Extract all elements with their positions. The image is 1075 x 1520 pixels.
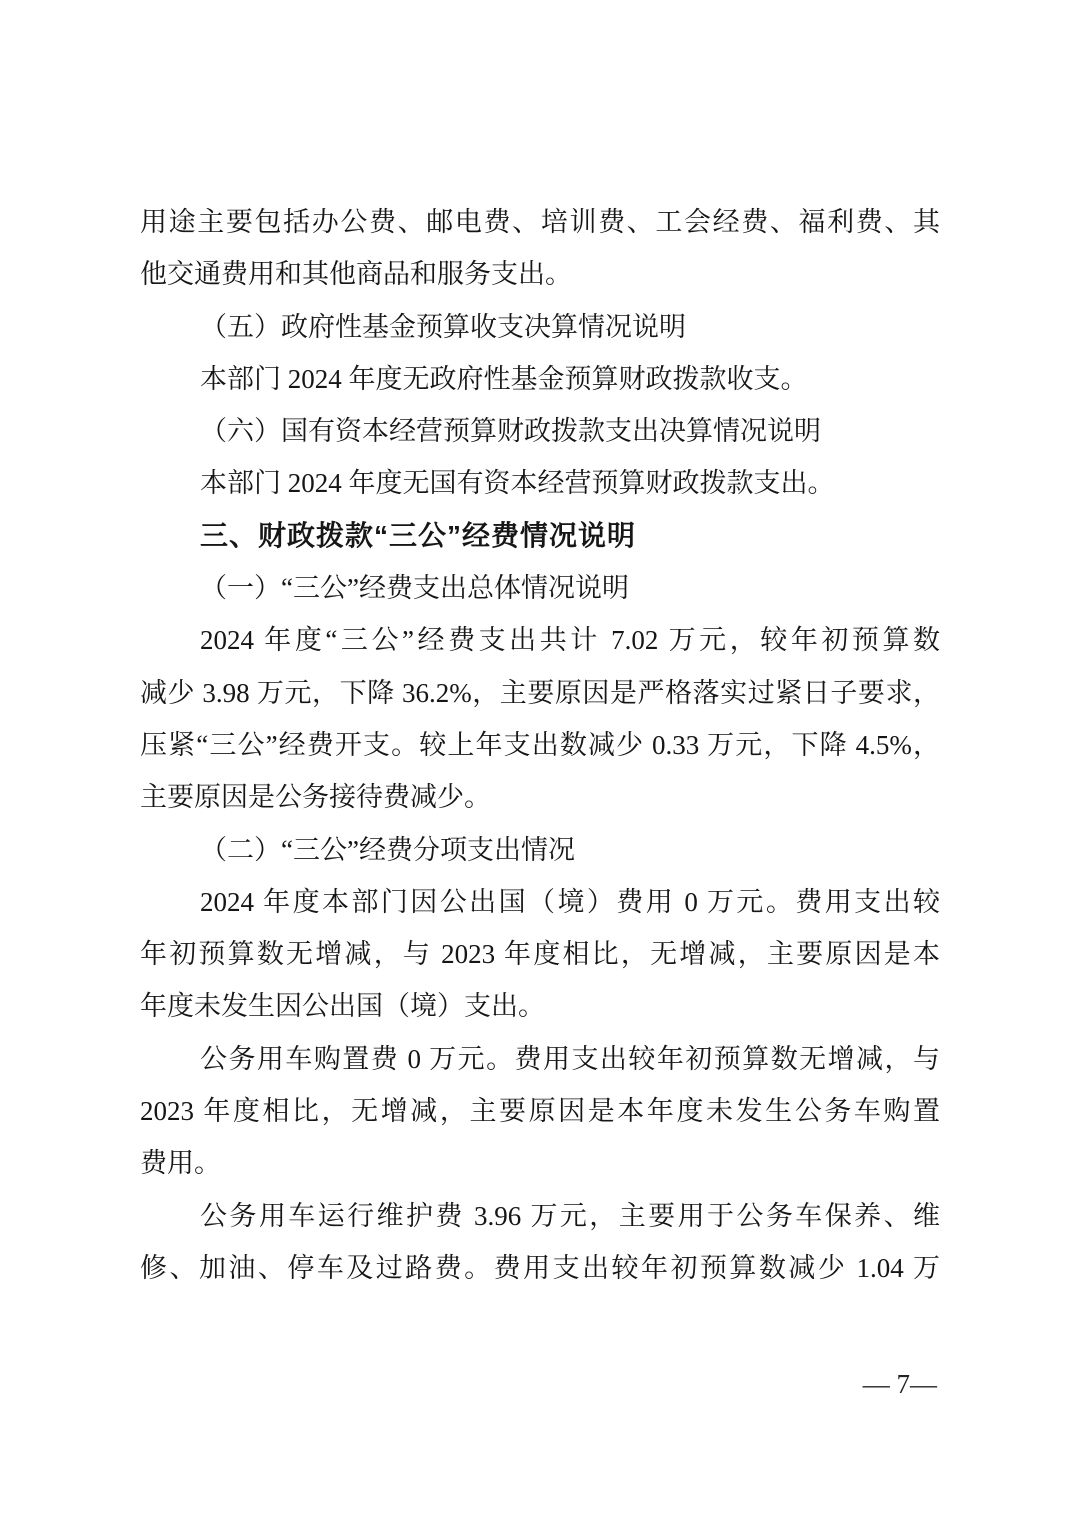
body-line: 公务用车购置费 0 万元。费用支出较年初预算数无增减，与	[200, 1043, 940, 1074]
subheading-6-state-capital-budget: （六）国有资本经营预算财政拨款支出决算情况说明	[200, 416, 821, 447]
body-line: 修、加油、停车及过路费。费用支出较年初预算数减少 1.04 万	[140, 1252, 940, 1283]
body-line: 本部门 2024 年度无政府性基金预算财政拨款收支。	[200, 363, 808, 394]
body-line: 2024 年度“三公”经费支出共计 7.02 万元，较年初预算数	[200, 625, 940, 656]
body-line: 年度未发生因公出国（境）支出。	[140, 991, 545, 1022]
body-line: 用途主要包括办公费、邮电费、培训费、工会经费、福利费、其	[140, 207, 940, 237]
body-line: 2024 年度本部门因公出国（境）费用 0 万元。费用支出较	[200, 886, 940, 917]
body-line: 年初预算数无增减，与 2023 年度相比，无增减，主要原因是本	[140, 939, 940, 970]
body-line: 2023 年度相比，无增减，主要原因是本年度未发生公务车购置	[140, 1096, 940, 1127]
body-line: 减少 3.98 万元，下降 36.2%，主要原因是严格落实过紧日子要求，	[140, 677, 940, 708]
subheading-2-itemized-expenses: （二）“三公”经费分项支出情况	[200, 834, 575, 865]
body-line: 主要原因是公务接待费减少。	[140, 782, 491, 813]
subheading-1-overall-situation: （一）“三公”经费支出总体情况说明	[200, 573, 629, 604]
body-line: 本部门 2024 年度无国有资本经营预算财政拨款支出。	[200, 468, 835, 499]
body-line: 费用。	[140, 1148, 221, 1179]
body-line: 他交通费用和其他商品和服务支出。	[140, 259, 572, 290]
document-content	[140, 196, 940, 1294]
page-number: — 7—	[862, 1369, 937, 1399]
heading-three-public-expenses: 三、财政拨款“三公”经费情况说明	[200, 519, 637, 551]
body-line: 公务用车运行维护费 3.96 万元，主要用于公务车保养、维	[200, 1200, 940, 1231]
body-line: 压紧“三公”经费开支。较上年支出数减少 0.33 万元，下降 4.5%，	[140, 729, 940, 760]
subheading-5-government-fund-budget: （五）政府性基金预算收支决算情况说明	[200, 311, 686, 342]
